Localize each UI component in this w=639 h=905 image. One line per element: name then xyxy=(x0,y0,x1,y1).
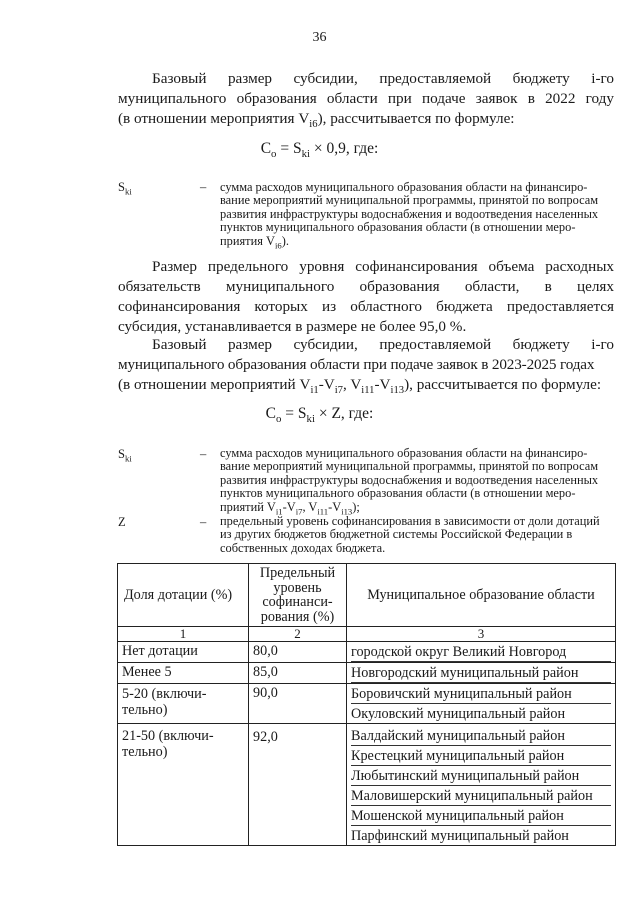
def-line: развития инфраструктуры водоснабжения и водоотведения населенных xyxy=(220,206,599,221)
municipality-cell xyxy=(347,642,616,663)
text-line: обязательств муниципального образования области, в целях xyxy=(118,278,614,295)
column-number-row xyxy=(118,627,616,642)
header-line: рования (%) xyxy=(260,608,335,625)
header-line: софинанси- xyxy=(262,594,333,610)
definition-text xyxy=(220,447,615,519)
text-line: муниципального образования области при подаче заявок в 2022 году xyxy=(118,90,614,107)
text-line: Базовый размер субсидии, предоставляемой бюджету i-го xyxy=(152,336,614,353)
def-line: вание мероприятий муниципальной программы, принятой по вопросам xyxy=(220,193,599,208)
text-line: муниципального образования области при подаче заявок в 2023-2025 годах xyxy=(118,356,595,373)
table-row xyxy=(118,724,616,846)
def-line: собственных доходах бюджета. xyxy=(220,540,386,555)
def-line: пунктов муниципального образования области (в отношении меро- xyxy=(220,486,576,501)
level-cell: 90,0 xyxy=(249,684,347,724)
header-municipality: Муниципальное образование области xyxy=(347,564,616,627)
text-line: Размер предельного уровня софинансирования объема расходных xyxy=(152,258,614,275)
column-number: 3 xyxy=(347,627,616,642)
municipality-name: Любытинский муниципальный район xyxy=(351,767,611,786)
share-line: 21-50 (включи- xyxy=(122,728,214,744)
header-level xyxy=(249,564,347,627)
table-header-row xyxy=(118,564,616,627)
share-cell xyxy=(118,684,249,724)
def-line: приятия $V_{i6}$). xyxy=(220,233,289,251)
formula-2: $С_o = S_{ki} \times Z$, где: xyxy=(265,405,374,426)
def-line: пунктов муниципального образования области (в отношении меро- xyxy=(220,220,576,235)
definition-text xyxy=(220,515,615,555)
text-line: субсидия, устанавливается в размере не более 95,0 %. xyxy=(118,318,467,335)
municipality-name: Боровичский муниципальный район xyxy=(351,685,611,704)
share-cell: Нет дотации xyxy=(118,642,249,663)
municipality-name: городской округ Великий Новгород xyxy=(351,643,611,662)
column-number: 2 xyxy=(249,627,347,642)
term-ski: $S_{ki}$ xyxy=(118,447,132,464)
dash: – xyxy=(200,180,207,194)
dash: – xyxy=(200,515,207,529)
municipality-name: Парфинский муниципальный район xyxy=(351,828,569,844)
level-cell: 80,0 xyxy=(249,642,347,663)
municipality-name: Маловишерский муниципальный район xyxy=(351,787,611,806)
table-row xyxy=(118,642,616,663)
municipality-name: Крестецкий муниципальный район xyxy=(351,747,611,766)
column-number: 1 xyxy=(118,627,249,642)
level-cell: 92,0 xyxy=(249,724,347,846)
header-line: Предельный xyxy=(259,565,336,581)
municipality-cell xyxy=(347,724,616,846)
table-row xyxy=(118,663,616,684)
def-line: сумма расходов муниципального образования области на финансиро- xyxy=(220,180,588,194)
term-z: Z xyxy=(118,515,126,529)
formula-1: $С_o = S_{ki} \times 0,9$, где: xyxy=(260,140,379,161)
municipality-name: Валдайский муниципальный район xyxy=(351,727,611,746)
share-cell xyxy=(118,724,249,846)
definition-text xyxy=(220,181,615,253)
text-line: (в отношении мероприятия $V_{i6}$), рассчитывается по формуле: xyxy=(118,110,515,131)
cofinancing-table xyxy=(117,563,616,846)
def-line: из других бюджетов бюджетной системы Российской Федерации в xyxy=(220,527,573,542)
page-number: 36 xyxy=(312,30,327,45)
municipality-name: Мошенской муниципальный район xyxy=(351,807,611,826)
municipality-cell xyxy=(347,663,616,684)
share-line: тельно) xyxy=(122,744,168,760)
def-line: сумма расходов муниципального образования области на финансиро- xyxy=(220,446,588,460)
share-line: тельно) xyxy=(122,702,168,718)
def-line: развития инфраструктуры водоснабжения и водоотведения населенных xyxy=(220,472,599,487)
municipality-name: Окуловский муниципальный район xyxy=(351,706,566,722)
text-line: софинансирования которых из областного бюджета предоставляется xyxy=(118,298,614,315)
share-line: 5-20 (включи- xyxy=(122,686,207,702)
dash: – xyxy=(200,447,207,461)
def-line: приятий $V_{i1}-V_{i7}$, $V_{i11}-V_{i13}$); xyxy=(220,499,360,517)
table-row xyxy=(118,684,616,724)
header-line: уровень xyxy=(273,579,322,596)
municipality-cell xyxy=(347,684,616,724)
level-cell: 85,0 xyxy=(249,663,347,684)
municipality-name: Новгородский муниципальный район xyxy=(351,664,611,683)
def-line: предельный уровень софинансирования в зависимости от доли дотаций xyxy=(220,514,600,528)
text-line: Базовый размер субсидии, предоставляемой бюджету i-го xyxy=(152,70,614,87)
header-share: Доля дотации (%) xyxy=(118,564,249,627)
share-cell: Менее 5 xyxy=(118,663,249,684)
term-ski: $S_{ki}$ xyxy=(118,180,132,197)
def-line: вание мероприятий муниципальной программы, принятой по вопросам xyxy=(220,459,599,474)
text-line: (в отношении мероприятий $V_{i1}-V_{i7}$, $V_{i11}-V_{i13}$), рассчитывается по формуле: xyxy=(118,376,602,397)
